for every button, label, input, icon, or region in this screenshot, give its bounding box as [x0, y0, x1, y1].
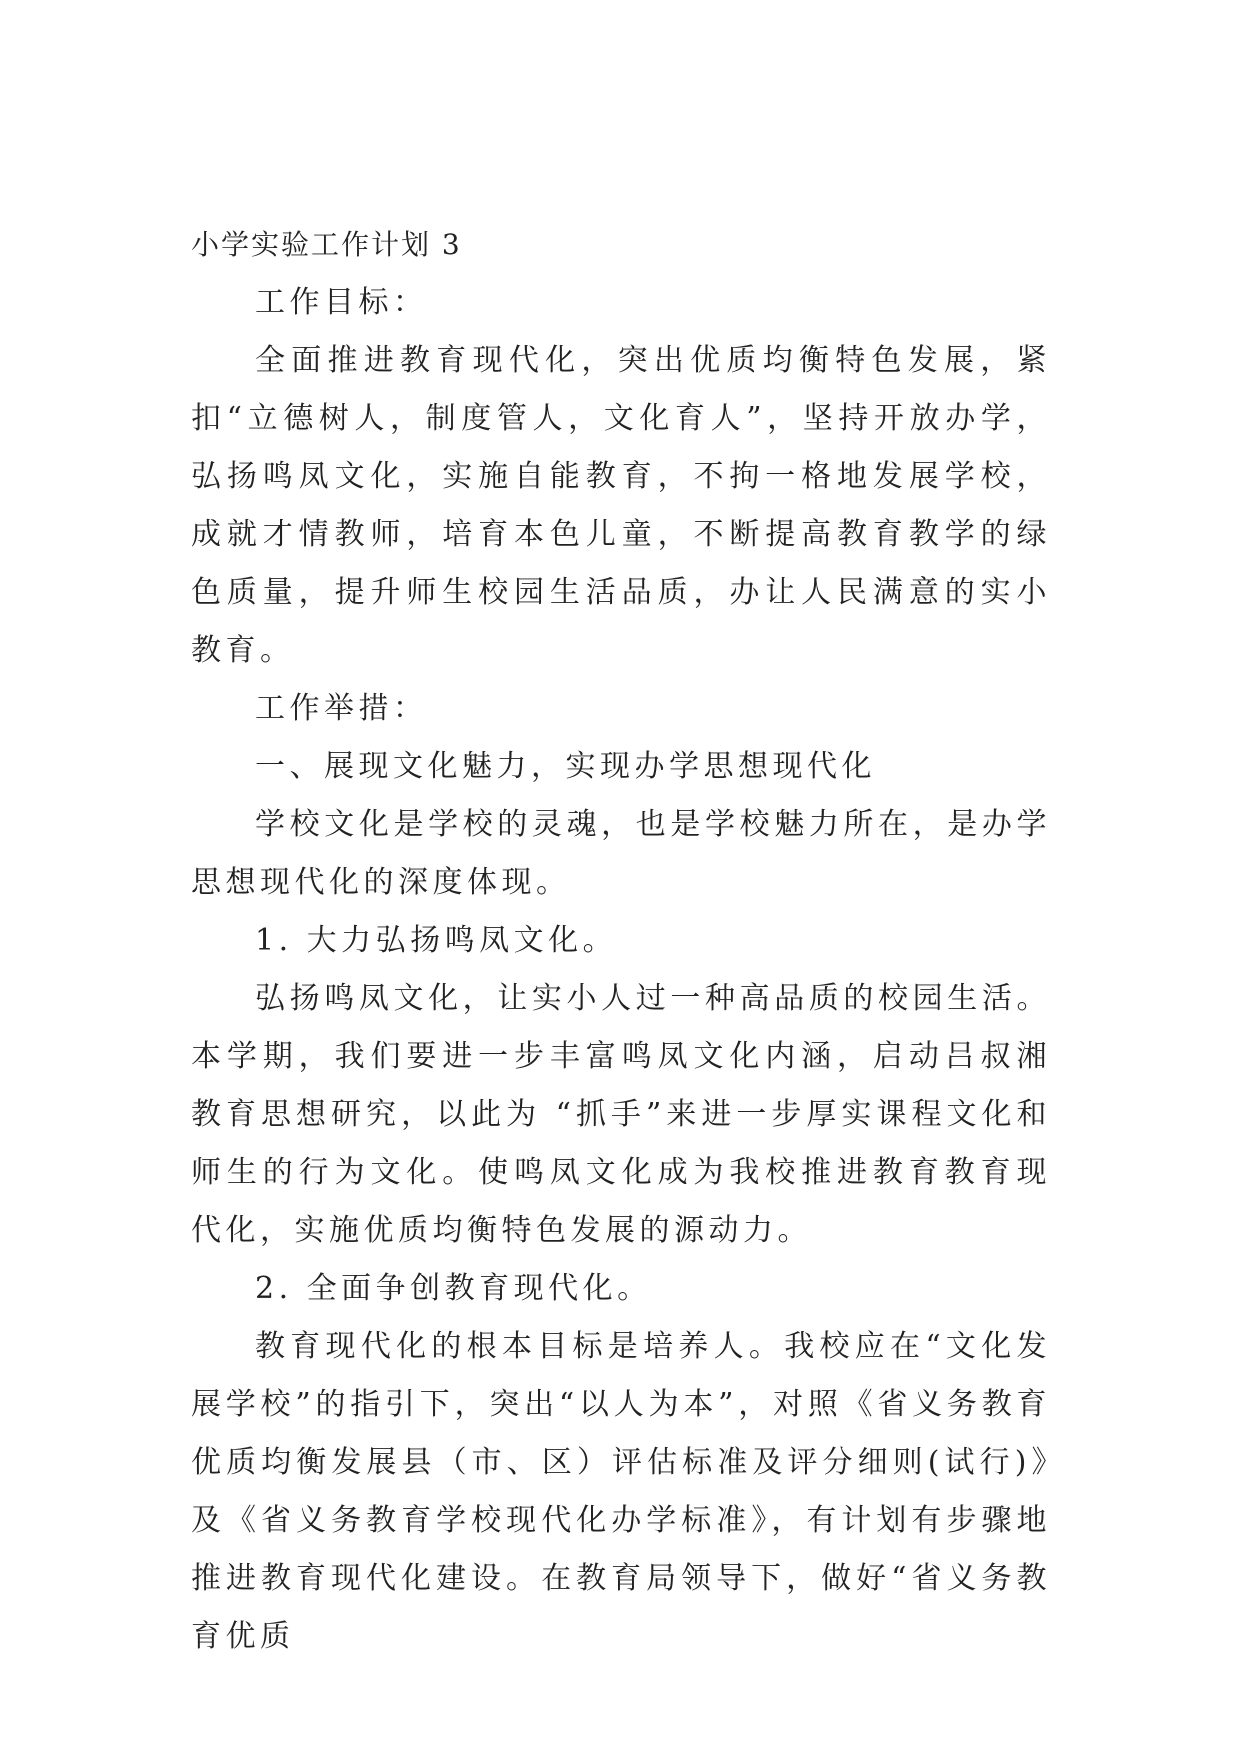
paragraph-mingfeng-culture: 弘扬鸣凤文化，让实小人过一种高品质的校园生活。本学期，我们要进一步丰富鸣凤文化内涵，启动吕叔湘教育思想研究，以此为 “抓手”来进一步厚实课程文化和师生的行为文化。使鸣凤文化成为我校推进教育教育现代化，实施优质均衡特色发展的源动力。 [191, 981, 1051, 1248]
paragraph-goals: 全面推进教育现代化，突出优质均衡特色发展，紧扣“立德树人，制度管人，文化育人”，坚持开放办学，弘扬鸣凤文化，实施自能教育，不拘一格地发展学校，成就才情教师，培育本色儿童，不断提高教育教学的绿色质量，提升师生校园生活品质，办让人民满意的实小教育。 [191, 343, 1051, 668]
section-heading-culture: 一、展现文化魅力，实现办学思想现代化 [255, 749, 876, 784]
subheading-1: 1. 大力弘扬鸣凤文化。 [255, 923, 618, 958]
section-heading-measures: 工作举措： [255, 691, 428, 726]
subheading-2: 2. 全面争创教育现代化。 [255, 1271, 652, 1306]
document-title: 小学实验工作计划 3 [191, 228, 462, 261]
section-heading-goals: 工作目标： [255, 285, 428, 320]
paragraph-culture-intro: 学校文化是学校的灵魂，也是学校魅力所在，是办学思想现代化的深度体现。 [191, 807, 1051, 900]
document-body [191, 216, 1051, 1666]
paragraph-modernization: 教育现代化的根本目标是培养人。我校应在“文化发展学校”的指引下，突出“以人为本”，对照《省义务教育优质均衡发展县（市、区）评估标准及评分细则(试行)》及《省义务教育学校现代化办学标准》，有计划有步骤地推进教育现代化建设。在教育局领导下，做好“省义务教育优质 [191, 1329, 1051, 1654]
